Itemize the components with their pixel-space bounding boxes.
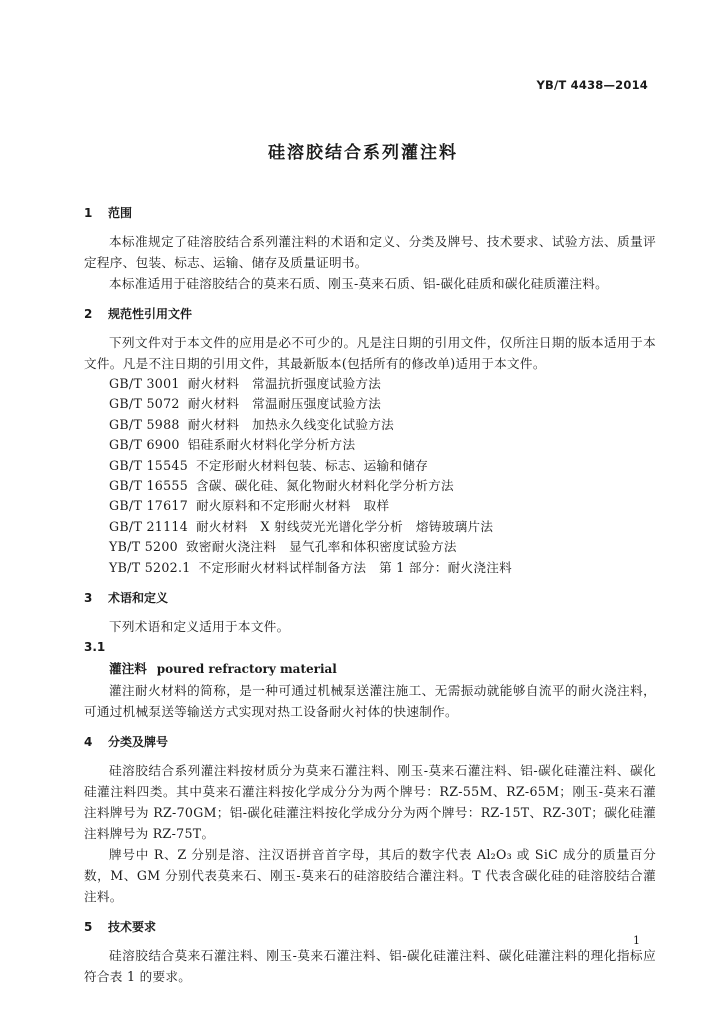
reference-title: 耐火原料和不定形耐火材料 取样	[196, 498, 390, 514]
section-heading-references	[84, 304, 656, 324]
reference-title: 耐火材料 X 射线荧光光谱化学分析 熔铸玻璃片法	[196, 518, 494, 534]
section-number: 3	[84, 591, 93, 606]
term-english: poured refractory material	[156, 662, 337, 677]
paragraph: 下列文件对于本文件的应用是必不可少的。凡是注日期的引用文件，仅所注日期的版本适用于本文件。凡是不注日期的引用文件，其最新版本(包括所有的修改单)适用于本文件。	[84, 335, 656, 371]
section-heading-terms	[84, 588, 656, 608]
reference-item	[84, 435, 656, 455]
reference-code: GB/T 15545	[109, 457, 189, 473]
document-body	[84, 203, 656, 987]
section-number: 4	[84, 735, 93, 750]
term-entry	[84, 658, 656, 680]
reference-code: GB/T 5988	[109, 416, 180, 432]
reference-title: 不定形耐火材料包装、标志、运输和储存	[196, 457, 429, 473]
reference-code: GB/T 21114	[109, 518, 189, 534]
reference-title: 致密耐火浇注料 显气孔率和体积密度试验方法	[185, 539, 457, 555]
paragraph: 硅溶胶结合系列灌注料按材质分为莫来石灌注料、刚玉-莫来石灌注料、铝-碳化硅灌注料、碳化硅灌注料四类。其中莫来石灌注料按化学成分分为两个牌号：RZ-55M、RZ-65M；刚玉-莫来石灌注料牌号为 RZ-70GM；铝-碳化硅灌注料按化学成分分为两个牌号：RZ-15T、RZ-30T；碳化硅灌注料牌号为 RZ-75T。	[84, 763, 656, 842]
reference-title: 耐火材料 常温耐压强度试验方法	[187, 396, 382, 412]
term-number: 3.1	[84, 640, 106, 655]
section-number: 2	[84, 307, 93, 321]
page-number: 1	[633, 934, 640, 947]
reference-item	[84, 558, 656, 578]
section-title: 分类及牌号	[108, 735, 169, 750]
reference-item	[84, 394, 656, 414]
document-title: 硅溶胶结合系列灌注料	[268, 143, 458, 163]
standard-code: YB/T 4438—2014	[536, 78, 648, 92]
term-chinese: 灌注料	[109, 661, 147, 677]
reference-code: YB/T 5200	[109, 539, 178, 555]
reference-item	[84, 476, 656, 496]
section-number: 5	[84, 920, 93, 935]
paragraph: 牌号中 R、Z 分别是溶、注汉语拼音首字母，其后的数字代表 Al₂O₃ 或 SiC 成分的质量百分数，M、GM 分别代表莫来石、刚玉-莫来石的硅溶胶结合灌注料。T 代表含碳化硅的硅溶胶结合灌注料。	[84, 847, 656, 905]
reference-list	[84, 374, 656, 578]
reference-item	[84, 496, 656, 516]
paragraph: 本标准适用于硅溶胶结合的莫来石质、刚玉-莫来石质、铝-碳化硅质和碳化硅质灌注料。	[109, 276, 609, 291]
reference-title: 耐火材料 加热永久线变化试验方法	[187, 416, 395, 432]
section-title: 技术要求	[108, 920, 157, 935]
section-heading-scope	[84, 203, 656, 223]
section-title: 范围	[108, 206, 133, 220]
reference-item	[84, 456, 656, 476]
reference-item	[84, 537, 656, 557]
reference-title: 耐火材料 常温抗折强度试验方法	[187, 376, 382, 391]
reference-code: GB/T 3001	[109, 376, 180, 391]
section-title: 规范性引用文件	[108, 307, 193, 321]
section-heading-requirements	[84, 917, 656, 937]
term-definition: 灌注耐火材料的简称，是一种可通过机械泵送灌注施工、无需振动就能够自流平的耐火浇注料，可通过机械泵送等输送方式实现对热工设备耐火衬体的快速制作。	[84, 683, 656, 720]
reference-code: GB/T 5072	[109, 396, 180, 412]
reference-title: 铝硅系耐火材料化学分析方法	[187, 437, 356, 453]
paragraph: 下列术语和定义适用于本文件。	[109, 619, 290, 635]
section-title: 术语和定义	[108, 591, 169, 606]
reference-code: GB/T 17617	[109, 498, 189, 514]
reference-code: GB/T 16555	[109, 478, 189, 494]
reference-code: YB/T 5202.1	[109, 559, 191, 575]
reference-title: 不定形耐火材料试样制备方法 第 1 部分：耐火浇注料	[198, 559, 513, 575]
reference-title: 含碳、碳化硅、氮化物耐火材料化学分析方法	[196, 478, 454, 494]
section-number: 1	[84, 206, 93, 220]
reference-item	[84, 517, 656, 537]
reference-item	[84, 415, 656, 435]
reference-item	[84, 374, 656, 394]
section-heading-classification	[84, 732, 656, 752]
paragraph: 本标准规定了硅溶胶结合系列灌注料的术语和定义、分类及牌号、技术要求、试验方法、质量评定程序、包装、标志、运输、储存及质量证明书。	[84, 234, 656, 270]
reference-code: GB/T 6900	[109, 437, 180, 453]
paragraph: 硅溶胶结合莫来石灌注料、刚玉-莫来石灌注料、铝-碳化硅灌注料、碳化硅灌注料的理化指标应符合表 1 的要求。	[84, 948, 656, 985]
